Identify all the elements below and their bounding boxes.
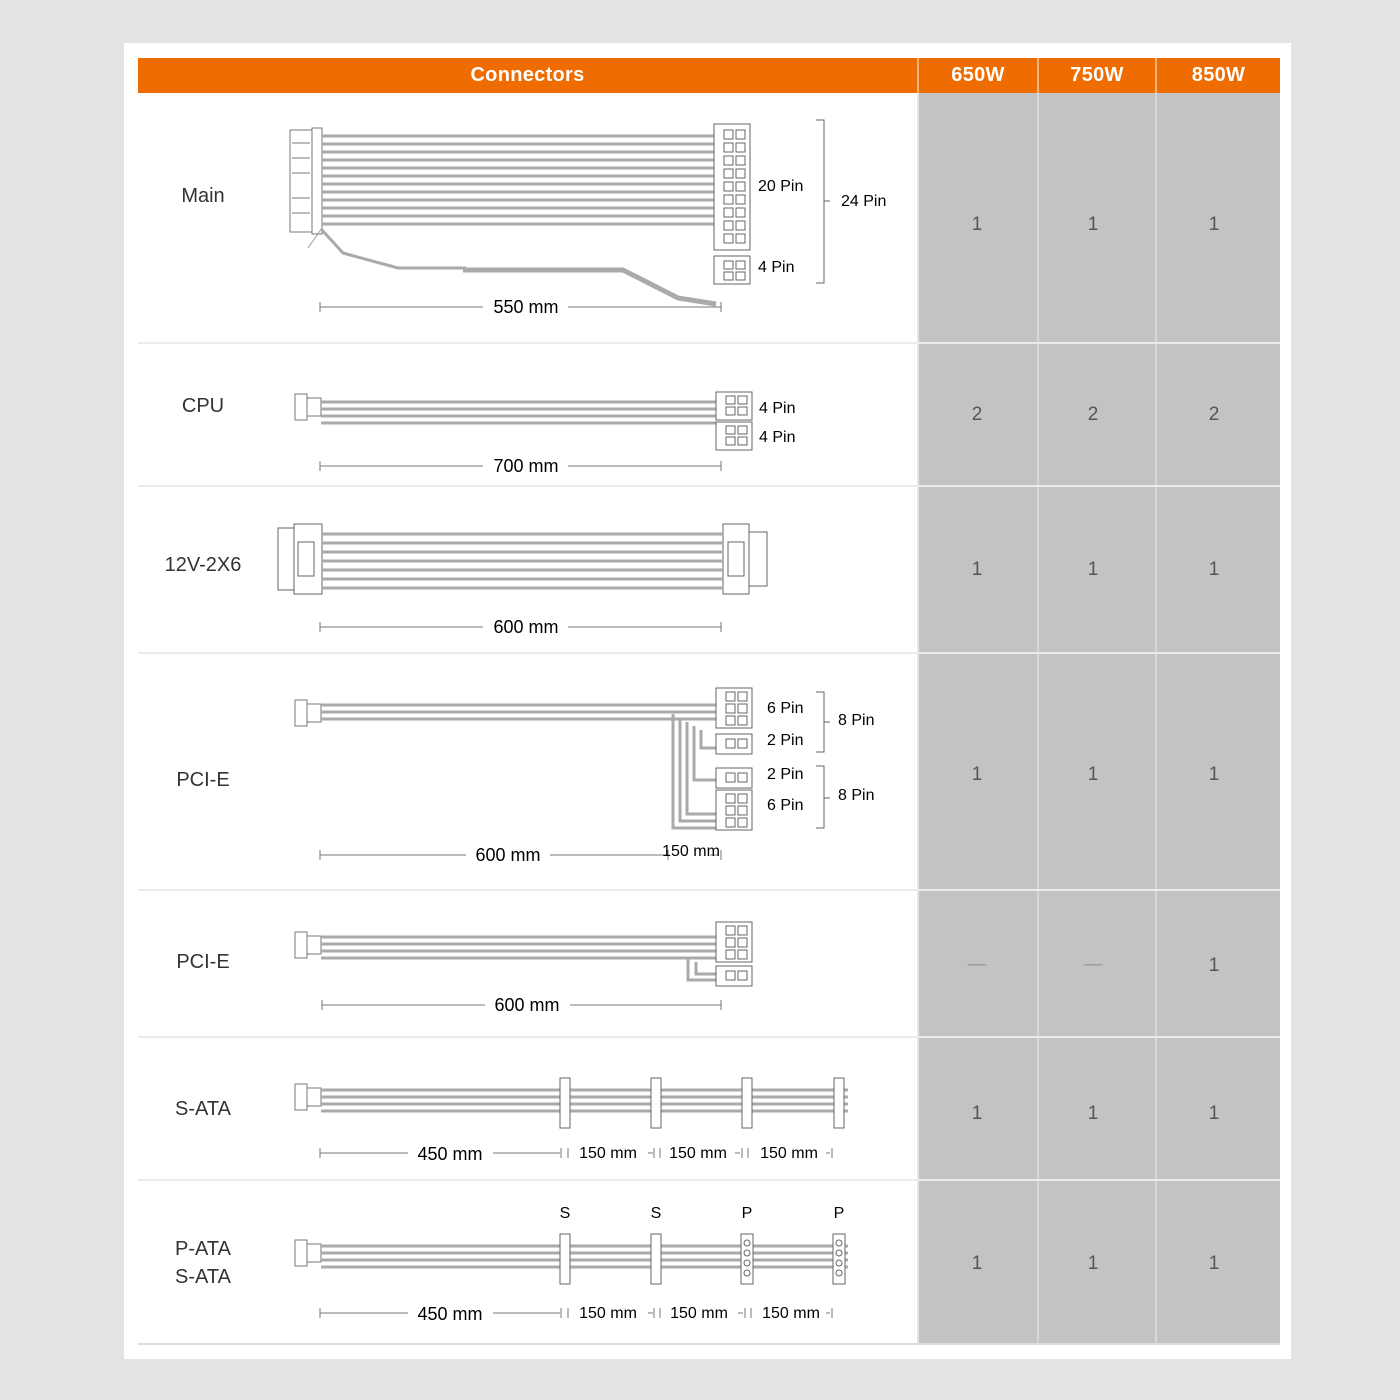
pin-label: 2 Pin <box>767 732 804 749</box>
header-model-650w: 650W <box>919 58 1037 93</box>
pin-label: 8 Pin <box>838 787 875 804</box>
length-label: 450 mm <box>417 1304 483 1324</box>
value-p-ata-650w: 1 <box>971 1253 983 1274</box>
connector-type-label: S <box>559 1205 571 1222</box>
pin-label: 24 Pin <box>841 193 887 210</box>
segment-label: 150 mm <box>760 1145 818 1162</box>
main-cable-diagram <box>278 98 918 343</box>
value-pci-e-2-850w: 1 <box>1208 955 1220 976</box>
length-label: 550 mm <box>493 297 559 317</box>
value-main-750w: 1 <box>1087 214 1099 235</box>
row-label-p-ata: P-ATA <box>175 1238 231 1260</box>
value-p-ata-850w: 1 <box>1208 1253 1220 1274</box>
segment-label: 150 mm <box>762 1305 820 1322</box>
row-label-cpu: CPU <box>181 395 225 417</box>
segment-label: 150 mm <box>669 1145 727 1162</box>
value-pci-e-2-650w: — <box>967 954 987 975</box>
value-pci-e-2-750w: — <box>1083 954 1103 975</box>
pin-label: 4 Pin <box>758 259 795 276</box>
segment-label: 150 mm <box>670 1305 728 1322</box>
pci-e-cable-diagram <box>278 918 918 1033</box>
length-label: 600 mm <box>494 995 560 1015</box>
length-label: 700 mm <box>493 456 559 476</box>
value-12v-2x6-750w: 1 <box>1087 559 1099 580</box>
cpu-cable-diagram <box>278 376 918 486</box>
value-pci-e-650w: 1 <box>971 764 983 785</box>
pci-e-cable-diagram <box>278 678 918 888</box>
value-pci-e-750w: 1 <box>1087 764 1099 785</box>
value-s-ata-650w: 1 <box>971 1103 983 1124</box>
segment-label: 150 mm <box>579 1145 637 1162</box>
value-p-ata-750w: 1 <box>1087 1253 1099 1274</box>
header-connectors: Connectors <box>138 58 917 93</box>
column-divider <box>1037 93 1039 1345</box>
pin-label: 6 Pin <box>767 700 804 717</box>
connector-type-label: P <box>741 1205 753 1222</box>
length-label: 450 mm <box>417 1144 483 1164</box>
row-label-pci-e: PCI-E <box>176 951 230 973</box>
header-divider <box>917 58 919 93</box>
value-main-650w: 1 <box>971 214 983 235</box>
length-label: 600 mm <box>493 617 559 637</box>
connector-type-label: P <box>833 1205 845 1222</box>
column-divider <box>1155 93 1157 1345</box>
value-cpu-650w: 2 <box>971 404 983 425</box>
value-s-ata-850w: 1 <box>1208 1103 1220 1124</box>
p-ata-s-ata-cable-diagram <box>278 1198 918 1338</box>
segment-label: 150 mm <box>579 1305 637 1322</box>
value-12v-2x6-650w: 1 <box>971 559 983 580</box>
pin-label: 20 Pin <box>758 178 804 195</box>
value-columns-background <box>919 93 1280 1345</box>
pin-label: 4 Pin <box>759 429 796 446</box>
header-divider <box>1155 58 1157 93</box>
12v-2x6-cable-diagram <box>268 518 918 653</box>
header-divider <box>1037 58 1039 93</box>
s-ata-cable-diagram <box>278 1066 918 1181</box>
value-pci-e-850w: 1 <box>1208 764 1220 785</box>
value-s-ata-750w: 1 <box>1087 1103 1099 1124</box>
row-divider <box>138 889 1280 891</box>
pin-label: 6 Pin <box>767 797 804 814</box>
table-bottom-border <box>138 1343 1280 1345</box>
row-label-s-ata: S-ATA <box>175 1266 231 1288</box>
pin-label: 4 Pin <box>759 400 796 417</box>
spec-sheet <box>124 43 1291 1359</box>
row-label-s-ata: S-ATA <box>175 1098 231 1120</box>
length-label: 600 mm <box>475 845 541 865</box>
connector-type-label: S <box>650 1205 662 1222</box>
pin-label: 8 Pin <box>838 712 875 729</box>
row-label-12v-2x6: 12V-2X6 <box>164 554 242 576</box>
header-model-750w: 750W <box>1039 58 1155 93</box>
row-divider <box>138 1036 1280 1038</box>
header-model-850w: 850W <box>1157 58 1280 93</box>
value-cpu-850w: 2 <box>1208 404 1220 425</box>
value-12v-2x6-850w: 1 <box>1208 559 1220 580</box>
value-cpu-750w: 2 <box>1087 404 1099 425</box>
extra-length-label: 150 mm <box>662 843 720 860</box>
value-main-850w: 1 <box>1208 214 1220 235</box>
row-label-main: Main <box>181 185 225 207</box>
row-label-pci-e: PCI-E <box>176 769 230 791</box>
pin-label: 2 Pin <box>767 766 804 783</box>
